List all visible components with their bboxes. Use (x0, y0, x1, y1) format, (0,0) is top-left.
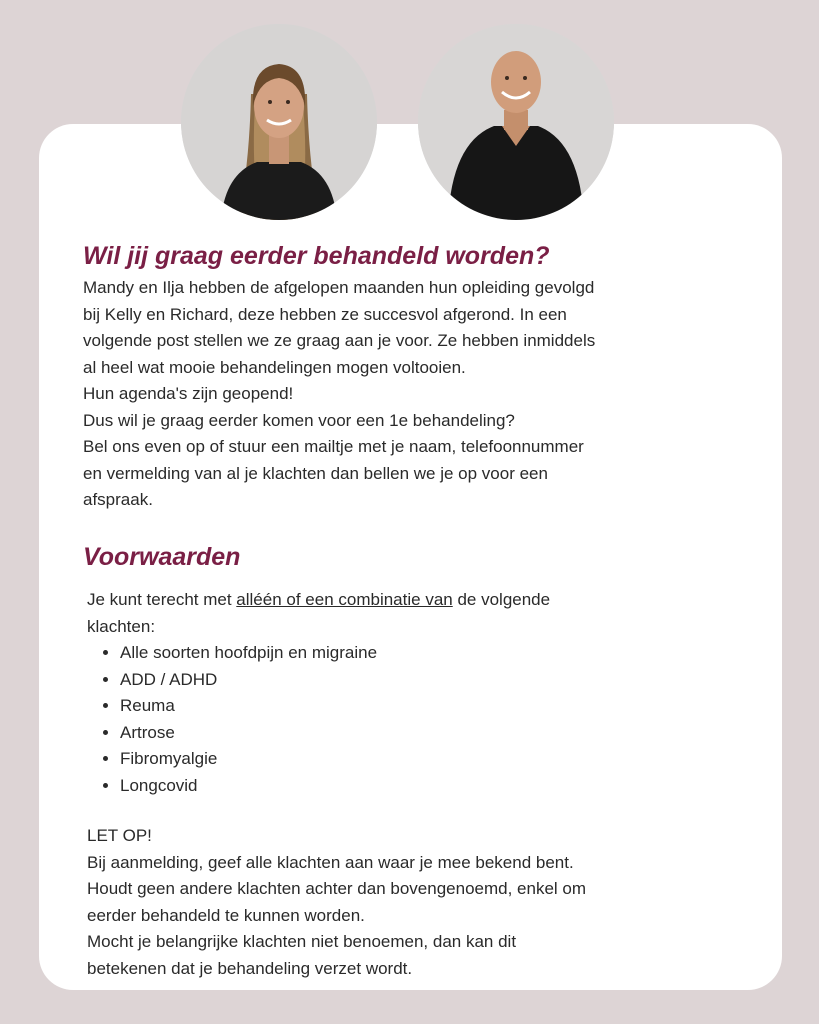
conditions-intro-underlined: alléén of een combinatie van (236, 590, 453, 609)
conditions-heading: Voorwaarden (83, 543, 241, 571)
warning-line: Mocht je belangrijke klachten niet benoemen, dan kan dit (87, 932, 517, 951)
portrait-mandy (181, 24, 377, 220)
intro-line: volgende post stellen we ze graag aan je voor. Ze hebben inmiddels (83, 331, 596, 350)
conditions-intro-before: Je kunt terecht met (87, 590, 237, 609)
intro-line: Dus wil je graag eerder komen voor een 1e behandeling? (83, 410, 515, 430)
portrait-woman-image (181, 24, 377, 220)
list-item: • Reuma (120, 693, 767, 720)
list-item: • Alle soorten hoofdpijn en migraine (120, 640, 767, 667)
intro-paragraph (83, 275, 763, 514)
list-item: • Artrose (120, 720, 767, 747)
conditions-intro-after: de volgende (452, 590, 551, 609)
list-item: • ADD / ADHD (120, 667, 767, 694)
intro-line: Mandy en Ilja hebben de afgelopen maanden hun opleiding gevolgd (83, 278, 595, 297)
conditions-intro-line2: klachten: (87, 616, 156, 636)
warning-line: LET OP! (87, 826, 152, 845)
warning-line: eerder behandeld te kunnen worden. (87, 905, 365, 925)
intro-line: en vermelding van al je klachten dan bellen we je op voor een (83, 463, 548, 483)
warning-line: Houdt geen andere klachten achter dan bovengenoemd, enkel om (87, 879, 587, 898)
list-item: • Fibromyalgie (120, 746, 767, 773)
warning-section (87, 823, 767, 982)
main-heading: Wil jij graag eerder behandeld worden? (83, 242, 550, 270)
portrait-ilja (418, 24, 614, 220)
intro-line: Hun agenda's zijn geopend! (83, 384, 294, 403)
conditions-intro (87, 587, 767, 614)
list-item: • Longcovid (120, 773, 767, 800)
intro-line: bij Kelly en Richard, deze hebben ze succesvol afgerond. In een (83, 304, 567, 324)
warning-line: Bij aanmelding, geef alle klachten aan waar je mee bekend bent. (87, 852, 574, 872)
intro-line: afspraak. (83, 490, 153, 509)
warning-line: betekenen dat je behandeling verzet wordt. (87, 958, 413, 978)
complaints-list (87, 640, 767, 799)
conditions-section (87, 587, 767, 799)
intro-line: al heel wat mooie behandelingen mogen voltooien. (83, 357, 466, 377)
intro-line: Bel ons even op of stuur een mailtje met je naam, telefoonnummer (83, 437, 584, 456)
portrait-man-image (418, 24, 614, 220)
